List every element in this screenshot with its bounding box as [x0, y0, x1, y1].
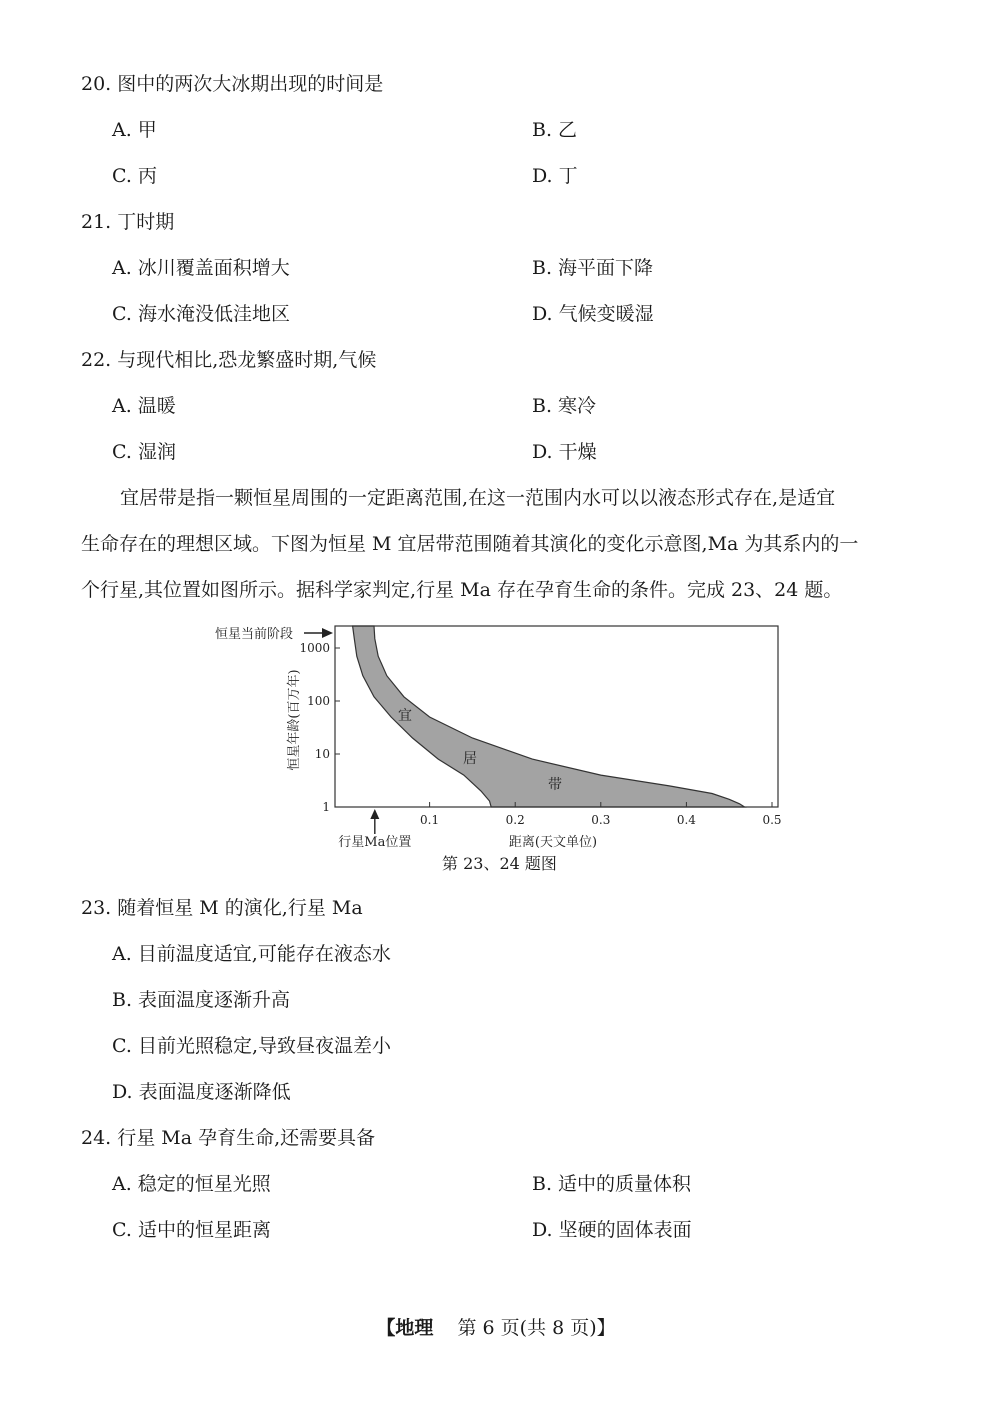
question-20-option-b[interactable]: B. 乙: [532, 119, 578, 141]
zone-label-ju: 居: [463, 751, 477, 767]
question-20-option-d[interactable]: D. 丁: [532, 165, 578, 187]
footer-page-number: 第 6 页(共 8 页)】: [457, 1317, 616, 1339]
question-23-option-d[interactable]: D. 表面温度逐渐降低: [112, 1081, 291, 1103]
question-24-stem: 24. 行星 Ma 孕育生命,还需要具备: [81, 1127, 376, 1149]
question-20-stem: 20. 图中的两次大冰期出现的时间是: [81, 73, 384, 95]
question-24-option-c[interactable]: C. 适中的恒星距离: [112, 1219, 271, 1241]
x-axis-label: 距离(天文单位): [508, 835, 598, 850]
zone-label-yi: 宜: [398, 708, 412, 724]
question-22-stem: 22. 与现代相比,恐龙繁盛时期,气候: [81, 349, 377, 371]
x-tick-label: 0.5: [762, 813, 782, 827]
x-tick-label: 0.3: [591, 813, 611, 827]
question-24-option-d[interactable]: D. 坚硬的固体表面: [532, 1219, 692, 1241]
x-tick-label: 0.2: [505, 813, 525, 827]
question-23-stem: 23. 随着恒星 M 的演化,行星 Ma: [81, 897, 363, 919]
question-24-option-b[interactable]: B. 适中的质量体积: [532, 1173, 692, 1195]
current-stage-arrowhead-icon: [322, 628, 333, 638]
question-22-option-b[interactable]: B. 寒冷: [532, 395, 597, 417]
question-23-option-b[interactable]: B. 表面温度逐渐升高: [112, 989, 291, 1011]
y-tick-label: 1: [322, 800, 330, 814]
planet-ma-arrowhead-icon: [370, 809, 379, 819]
y-tick-label: 100: [307, 694, 330, 708]
question-21-option-d[interactable]: D. 气候变暖湿: [532, 303, 654, 325]
page-footer: [0, 1313, 992, 1340]
question-23-option-c[interactable]: C. 目前光照稳定,导致昼夜温差小: [112, 1035, 391, 1057]
y-axis-label: 恒星年龄(百万年): [287, 669, 302, 771]
y-axis-ticks: [299, 641, 340, 814]
question-21-stem: 21. 丁时期: [81, 211, 175, 233]
question-21-option-a[interactable]: A. 冰川覆盖面积增大: [112, 257, 290, 279]
question-22-option-a[interactable]: A. 温暖: [112, 395, 176, 417]
question-24-option-a[interactable]: A. 稳定的恒星光照: [112, 1173, 271, 1195]
footer-subject: 【地理: [376, 1317, 434, 1339]
question-20-option-a[interactable]: A. 甲: [112, 119, 157, 141]
habitable-zone-chart: [212, 620, 782, 852]
question-20-option-c[interactable]: C. 丙: [112, 165, 157, 187]
zone-label-dai: 带: [548, 777, 562, 793]
y-tick-label: 10: [314, 747, 330, 761]
x-tick-label: 0.1: [420, 813, 440, 827]
current-stage-label: 恒星当前阶段: [215, 627, 294, 642]
figure-caption: 第 23、24 题图: [442, 854, 557, 873]
question-21-option-c[interactable]: C. 海水淹没低洼地区: [112, 303, 290, 325]
passage-line-2: 生命存在的理想区域。下图为恒星 M 宜居带范围随着其演化的变化示意图,Ma 为其系内的一: [81, 533, 859, 555]
habitable-zone-figure: [212, 620, 782, 852]
question-22-option-c[interactable]: C. 湿润: [112, 441, 176, 463]
passage-line-3: 个行星,其位置如图所示。据科学家判定,行星 Ma 存在孕育生命的条件。完成 23、24 题。: [81, 579, 843, 601]
question-23-option-a[interactable]: A. 目前温度适宜,可能存在液态水: [112, 943, 391, 965]
planet-ma-label: 行星Ma位置: [338, 835, 412, 850]
passage-line-1: 宜居带是指一颗恒星周围的一定距离范围,在这一范围内水可以以液态形式存在,是适宜: [120, 487, 836, 509]
question-21-option-b[interactable]: B. 海平面下降: [532, 257, 654, 279]
question-22-option-d[interactable]: D. 干燥: [532, 441, 597, 463]
y-tick-label: 1000: [299, 641, 330, 655]
x-tick-label: 0.4: [676, 813, 696, 827]
